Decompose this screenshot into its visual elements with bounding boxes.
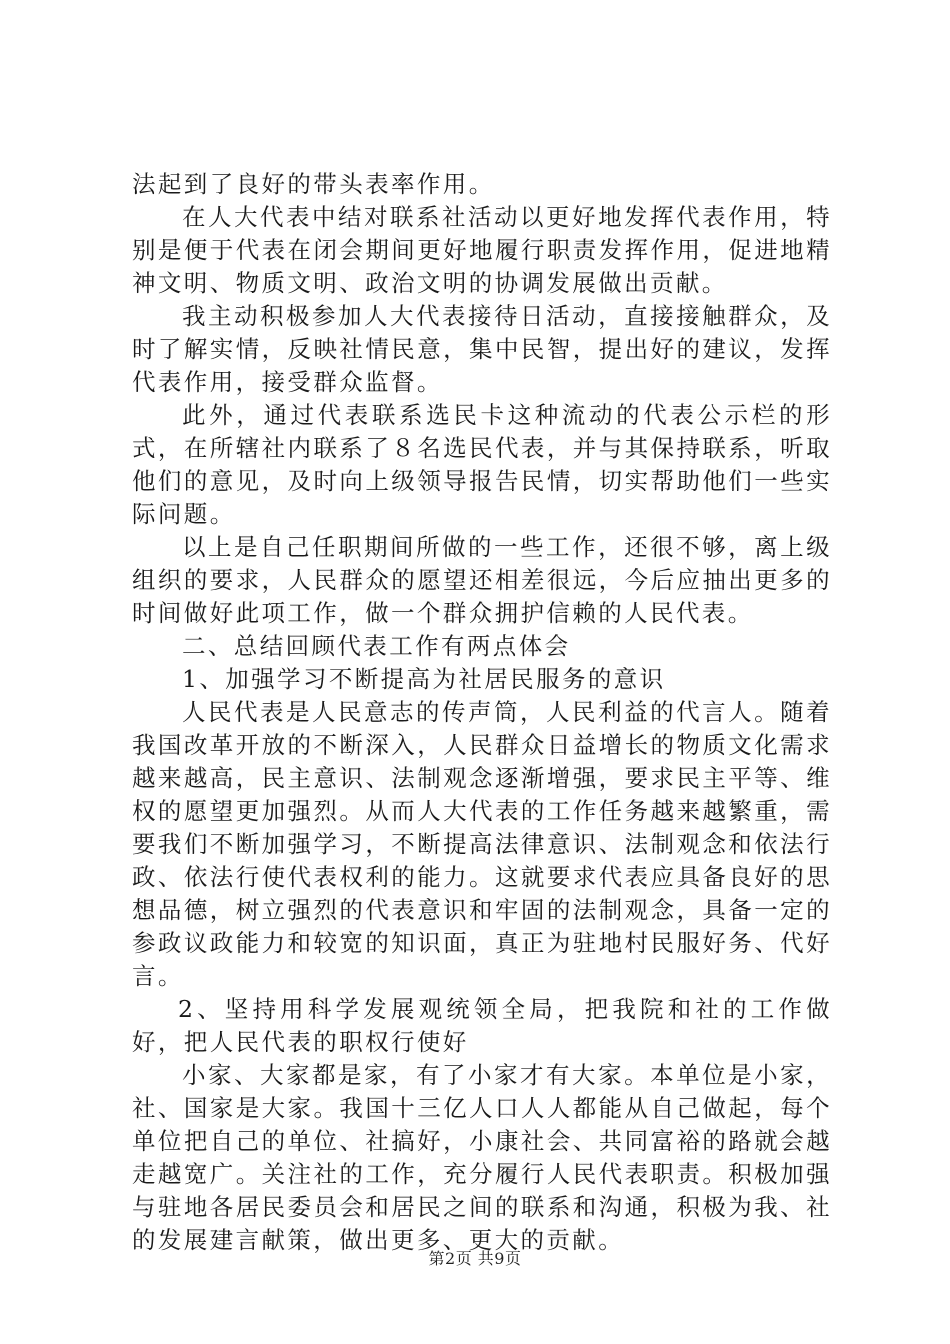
subheading-2: 2、坚持用科学发展观统领全局，把我院和社的工作做好，把人民代表的职权行使好	[132, 995, 832, 1056]
page-footer: 第2页 共9页	[428, 1249, 522, 1268]
paragraph-6: 人民代表是人民意志的传声筒，人民利益的代言人。随着我国改革开放的不断深入，人民群众日益增长的物质文化需求越来越高，民主意识、法制观念逐渐增强，要求民主平等、维权的愿望更加强烈。从而人大代表的工作任务越来越繁重，需要我们不断加强学习，不断提高法律意识、法制观念和依法行政、依法行使代表权利的能力。这就要求代表应具备良好的思想品德，树立强烈的代表意识和牢固的法制观念，具备一定的参政议政能力和较宽的知识面，真正为驻地村民服好务、代好言。	[132, 698, 832, 990]
subheading-1: 1、加强学习不断提高为社居民服务的意识	[182, 665, 666, 693]
document-body	[132, 168, 832, 1257]
paragraph-7: 小家、大家都是家，有了小家才有大家。本单位是小家，社、国家是大家。我国十三亿人口人人都能从自己做起，每个单位把自己的单位、社搞好，小康社会、共同富裕的路就会越走越宽广。关注社的工作，充分履行人民代表职责。积极加强与驻地各居民委员会和居民之间的联系和沟通，积极为我、社的发展建言献策，做出更多、更大的贡献。	[132, 1061, 832, 1254]
paragraph-4: 此外，通过代表联系选民卡这种流动的代表公示栏的形式，在所辖社内联系了８名选民代表，并与其保持联系，听取他们的意见，及时向上级领导报告民情，切实帮助他们一些实际问题。	[132, 401, 832, 528]
paragraph-5: 以上是自己任职期间所做的一些工作，还很不够，离上级组织的要求，人民群众的愿望还相差很远，今后应抽出更多的时间做好此项工作，做一个群众拥护信赖的人民代表。	[132, 533, 832, 627]
paragraph-2: 在人大代表中结对联系社活动以更好地发挥代表作用，特别是便于代表在闭会期间更好地履行职责发挥作用，促进地精神文明、物质文明、政治文明的协调发展做出贡献。	[132, 203, 832, 297]
paragraph-1: 法起到了良好的带头表率作用。	[132, 170, 495, 198]
paragraph-3: 我主动积极参加人大代表接待日活动，直接接触群众，及时了解实情，反映社情民意，集中民智，提出好的建议，发挥代表作用，接受群众监督。	[132, 302, 832, 396]
section-heading-2: 二、总结回顾代表工作有两点体会	[182, 632, 571, 660]
